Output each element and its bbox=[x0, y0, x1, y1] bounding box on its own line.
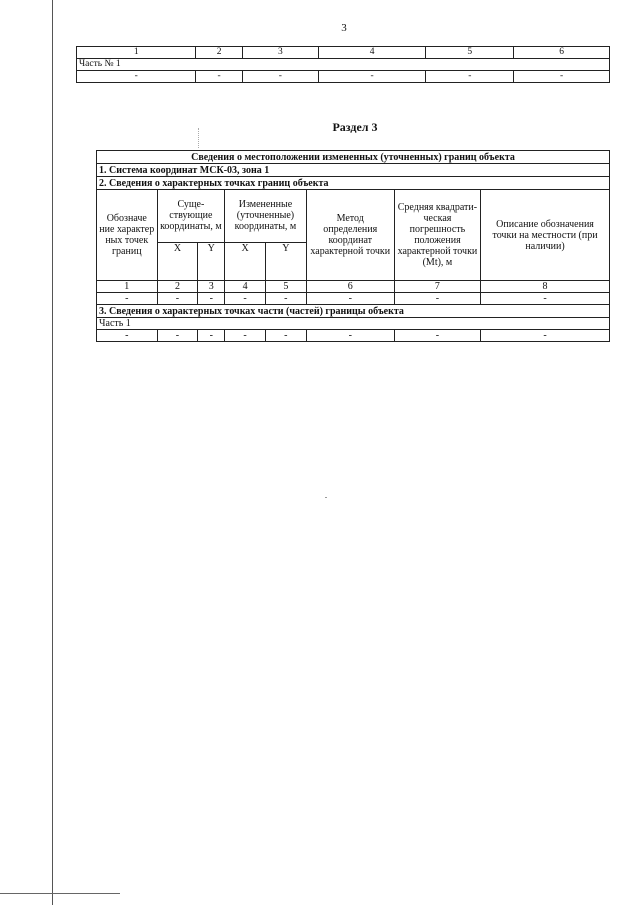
table-cell: - bbox=[157, 330, 198, 342]
table-cell: - bbox=[514, 71, 610, 83]
table-cell: - bbox=[265, 330, 306, 342]
column-number: 5 bbox=[265, 281, 306, 293]
table-cell: - bbox=[306, 293, 394, 305]
table-row bbox=[97, 190, 610, 243]
boundary-table bbox=[96, 150, 610, 342]
column-number: 2 bbox=[157, 281, 198, 293]
table-row bbox=[97, 293, 610, 305]
header-x: X bbox=[225, 242, 266, 280]
table-row bbox=[97, 164, 610, 177]
table-row bbox=[97, 318, 610, 330]
table-cell: - bbox=[306, 330, 394, 342]
table-cell: - bbox=[196, 71, 242, 83]
column-number: 6 bbox=[306, 281, 394, 293]
page-number: 3 bbox=[341, 22, 347, 34]
table-row bbox=[97, 330, 610, 342]
header-description: Описание обозначения точки на местности (при наличии) bbox=[481, 190, 610, 281]
column-number: 3 bbox=[242, 47, 318, 59]
column-number: 4 bbox=[318, 47, 426, 59]
column-number: 8 bbox=[481, 281, 610, 293]
column-number: 3 bbox=[198, 281, 225, 293]
column-number: 1 bbox=[97, 281, 158, 293]
header-y: Y bbox=[265, 242, 306, 280]
table-cell: - bbox=[97, 293, 158, 305]
scan-mark bbox=[198, 128, 200, 148]
column-number: 6 bbox=[514, 47, 610, 59]
part-points-heading-row: 3. Сведения о характерных точках части (частей) границы объекта bbox=[97, 305, 610, 318]
table-cell: - bbox=[198, 293, 225, 305]
table-cell: - bbox=[242, 71, 318, 83]
part-label: Часть 1 bbox=[97, 318, 610, 330]
table-row bbox=[77, 47, 610, 59]
column-number: 7 bbox=[394, 281, 480, 293]
points-heading-row: 2. Сведения о характерных точках границ объекта bbox=[97, 177, 610, 190]
table-row bbox=[97, 305, 610, 318]
table-cell: - bbox=[97, 330, 158, 342]
header-existing-coords: Суще- ствующие координаты, м bbox=[157, 190, 225, 243]
table-cell: - bbox=[225, 330, 266, 342]
header-precision: Средняя квадрати- ческая погрешность положения характерной точки (Mt), м bbox=[394, 190, 480, 281]
header-changed-coords: Измененные (уточненные) координаты, м bbox=[225, 190, 306, 243]
table-cell: - bbox=[77, 71, 196, 83]
table-row bbox=[97, 151, 610, 164]
table-cell: - bbox=[481, 293, 610, 305]
column-number: 2 bbox=[196, 47, 242, 59]
column-number: 1 bbox=[77, 47, 196, 59]
column-number: 4 bbox=[225, 281, 266, 293]
table-cell: - bbox=[225, 293, 266, 305]
table-cell: - bbox=[157, 293, 198, 305]
table-row bbox=[77, 71, 610, 83]
header-y: Y bbox=[198, 242, 225, 280]
bottom-rule bbox=[0, 893, 120, 894]
table-cell: - bbox=[481, 330, 610, 342]
table-title: Сведения о местоположении измененных (уточненных) границ объекта bbox=[97, 151, 610, 164]
table-cell: - bbox=[394, 293, 480, 305]
header-method: Метод определения координат характерной точки bbox=[306, 190, 394, 281]
coordinate-system-row: 1. Система координат МСК-03, зона 1 bbox=[97, 164, 610, 177]
table-cell: - bbox=[426, 71, 514, 83]
table-cell: - bbox=[394, 330, 480, 342]
part-label: Часть № 1 bbox=[77, 59, 610, 71]
table-cell: - bbox=[265, 293, 306, 305]
column-number: 5 bbox=[426, 47, 514, 59]
table-row bbox=[77, 59, 610, 71]
continuation-table bbox=[76, 46, 610, 83]
header-x: X bbox=[157, 242, 198, 280]
table-row bbox=[97, 177, 610, 190]
table-cell: - bbox=[318, 71, 426, 83]
scan-speck bbox=[325, 497, 327, 498]
section-title: Раздел 3 bbox=[332, 120, 378, 134]
table-cell: - bbox=[198, 330, 225, 342]
left-margin-line bbox=[52, 0, 53, 905]
header-designation: Обозначе ние характер ных точек границ bbox=[97, 190, 158, 281]
table-row bbox=[97, 281, 610, 293]
